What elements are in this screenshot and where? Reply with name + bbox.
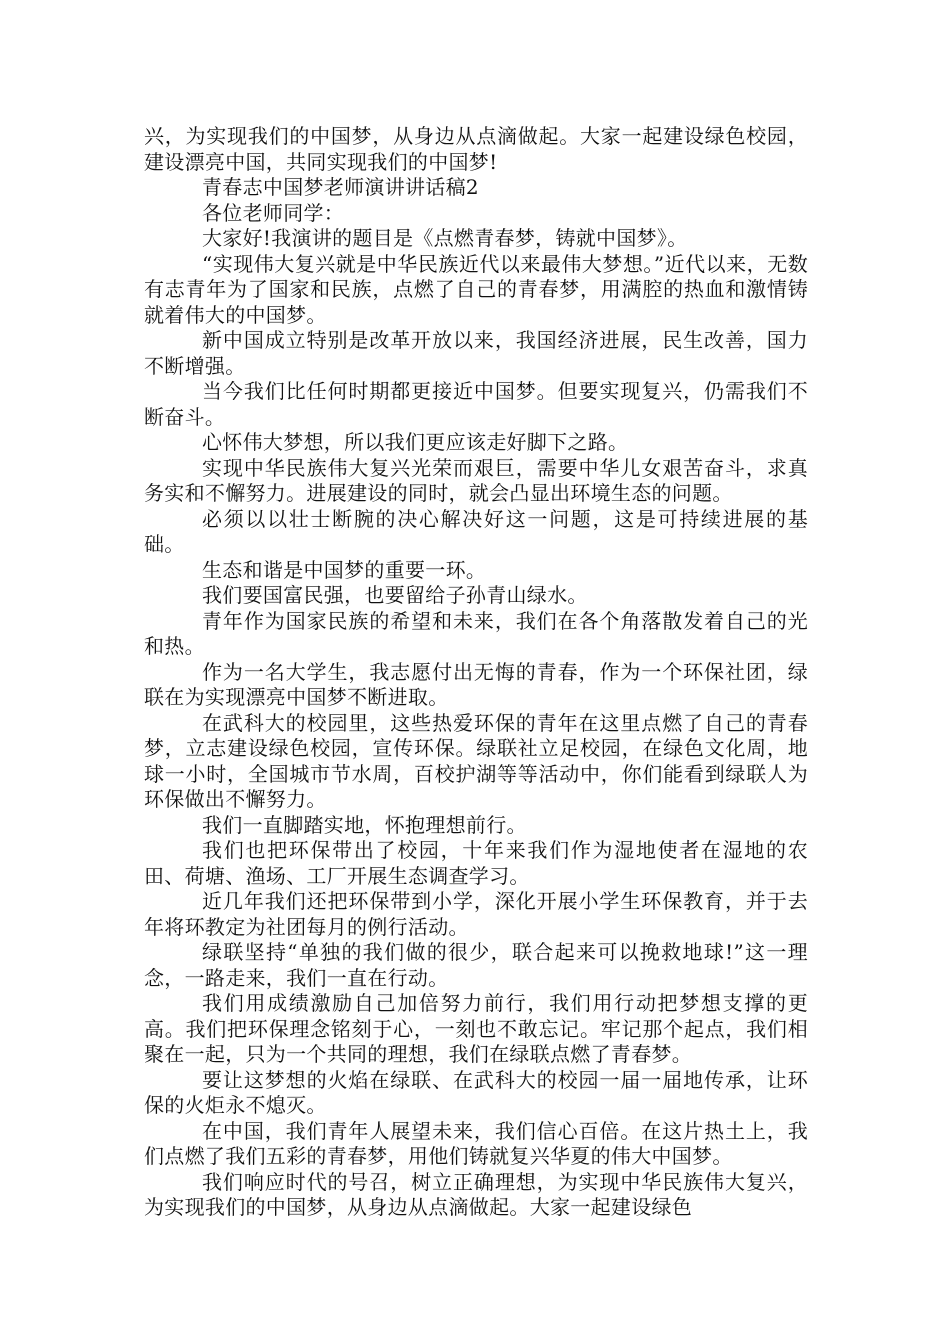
paragraph: 我们响应时代的号召，树立正确理想，为实现中华民族伟大复兴，为实现我们的中国梦，从身边从点滴做起。大家一起建设绿色 [144,1169,808,1219]
paragraph: 我们用成绩激励自己加倍努力前行，我们用行动把梦想支撑的更高。我们把环保理念铭刻于心，一刻也不敢忘记。牢记那个起点，我们相聚在一起，只为一个共同的理想，我们在绿联点燃了青春梦。 [144,991,808,1066]
paragraph: 我们一直脚踏实地，怀抱理想前行。 [202,812,527,837]
paragraph: 各位老师同学： [202,200,345,225]
paragraph: 心怀伟大梦想，所以我们更应该走好脚下之路。 [202,430,629,454]
paragraph: 当今我们比任何时期都更接近中国梦。但要实现复兴，仍需我们不断奋斗。 [144,379,808,429]
paragraph: 必须以以壮士断腕的决心解决好这一问题，这是可持续进展的基础。 [144,506,808,556]
paragraph: 我们要国富民强，也要留给子孙青山绿水。 [202,583,588,607]
paragraph: 实现中华民族伟大复兴光荣而艰巨，需要中华儿女艰苦奋斗，求真务实和不懈努力。进展建设的同时，就会凸显出环境生态的问题。 [144,455,808,505]
paragraph: 生态和谐是中国梦的重要一环。 [202,557,487,582]
paragraph: 青年作为国家民族的希望和未来，我们在各个角落散发着自己的光和热。 [144,608,808,658]
paragraph: 新中国成立特别是改革开放以来，我国经济进展，民生改善，国力不断增强。 [144,328,808,378]
paragraph: 大家好!我演讲的题目是《点燃青春梦，铸就中国梦》。 [202,226,688,250]
paragraph: 作为一名大学生，我志愿付出无悔的青春，作为一个环保社团，绿联在为实现漂亮中国梦不断进取。 [144,659,808,709]
paragraph: 要让这梦想的火焰在绿联、在武科大的校园一届一届地传承，让环保的火炬永不熄灭。 [144,1067,808,1117]
document-body [144,124,808,1221]
paragraph: 在武科大的校园里，这些热爱环保的青年在这里点燃了自己的青春梦，立志建设绿色校园，宣传环保。绿联社立足校园，在绿色文化周，地球一小时，全国城市节水周，百校护湖等等活动中，你们能看到绿联人为环保做出不懈努力。 [144,710,808,811]
paragraph: 绿联坚持“单独的我们做的很少，联合起来可以挽救地球!”这一理念，一路走来，我们一直在行动。 [144,940,808,990]
document-heading: 青春志中国梦老师演讲讲话稿2 [202,175,479,199]
paragraph: 近几年我们还把环保带到小学，深化开展小学生环保教育，并于去年将环教定为社团每月的例行活动。 [144,889,808,939]
paragraph: 在中国，我们青年人展望未来，我们信心百倍。在这片热土上，我们点燃了我们五彩的青春梦，用他们铸就复兴华夏的伟大中国梦。 [144,1118,808,1168]
paragraph: “实现伟大复兴就是中华民族近代以来最伟大梦想。”近代以来，无数有志青年为了国家和民族，点燃了自己的青春梦，用满腔的热血和激情铸就着伟大的中国梦。 [144,251,808,327]
paragraph: 兴，为实现我们的中国梦，从身边从点滴做起。大家一起建设绿色校园，建设漂亮中国，共同实现我们的中国梦! [144,124,808,174]
paragraph: 我们也把环保带出了校园，十年来我们作为湿地使者在湿地的农田、荷塘、渔场、工厂开展生态调查学习。 [144,838,808,888]
